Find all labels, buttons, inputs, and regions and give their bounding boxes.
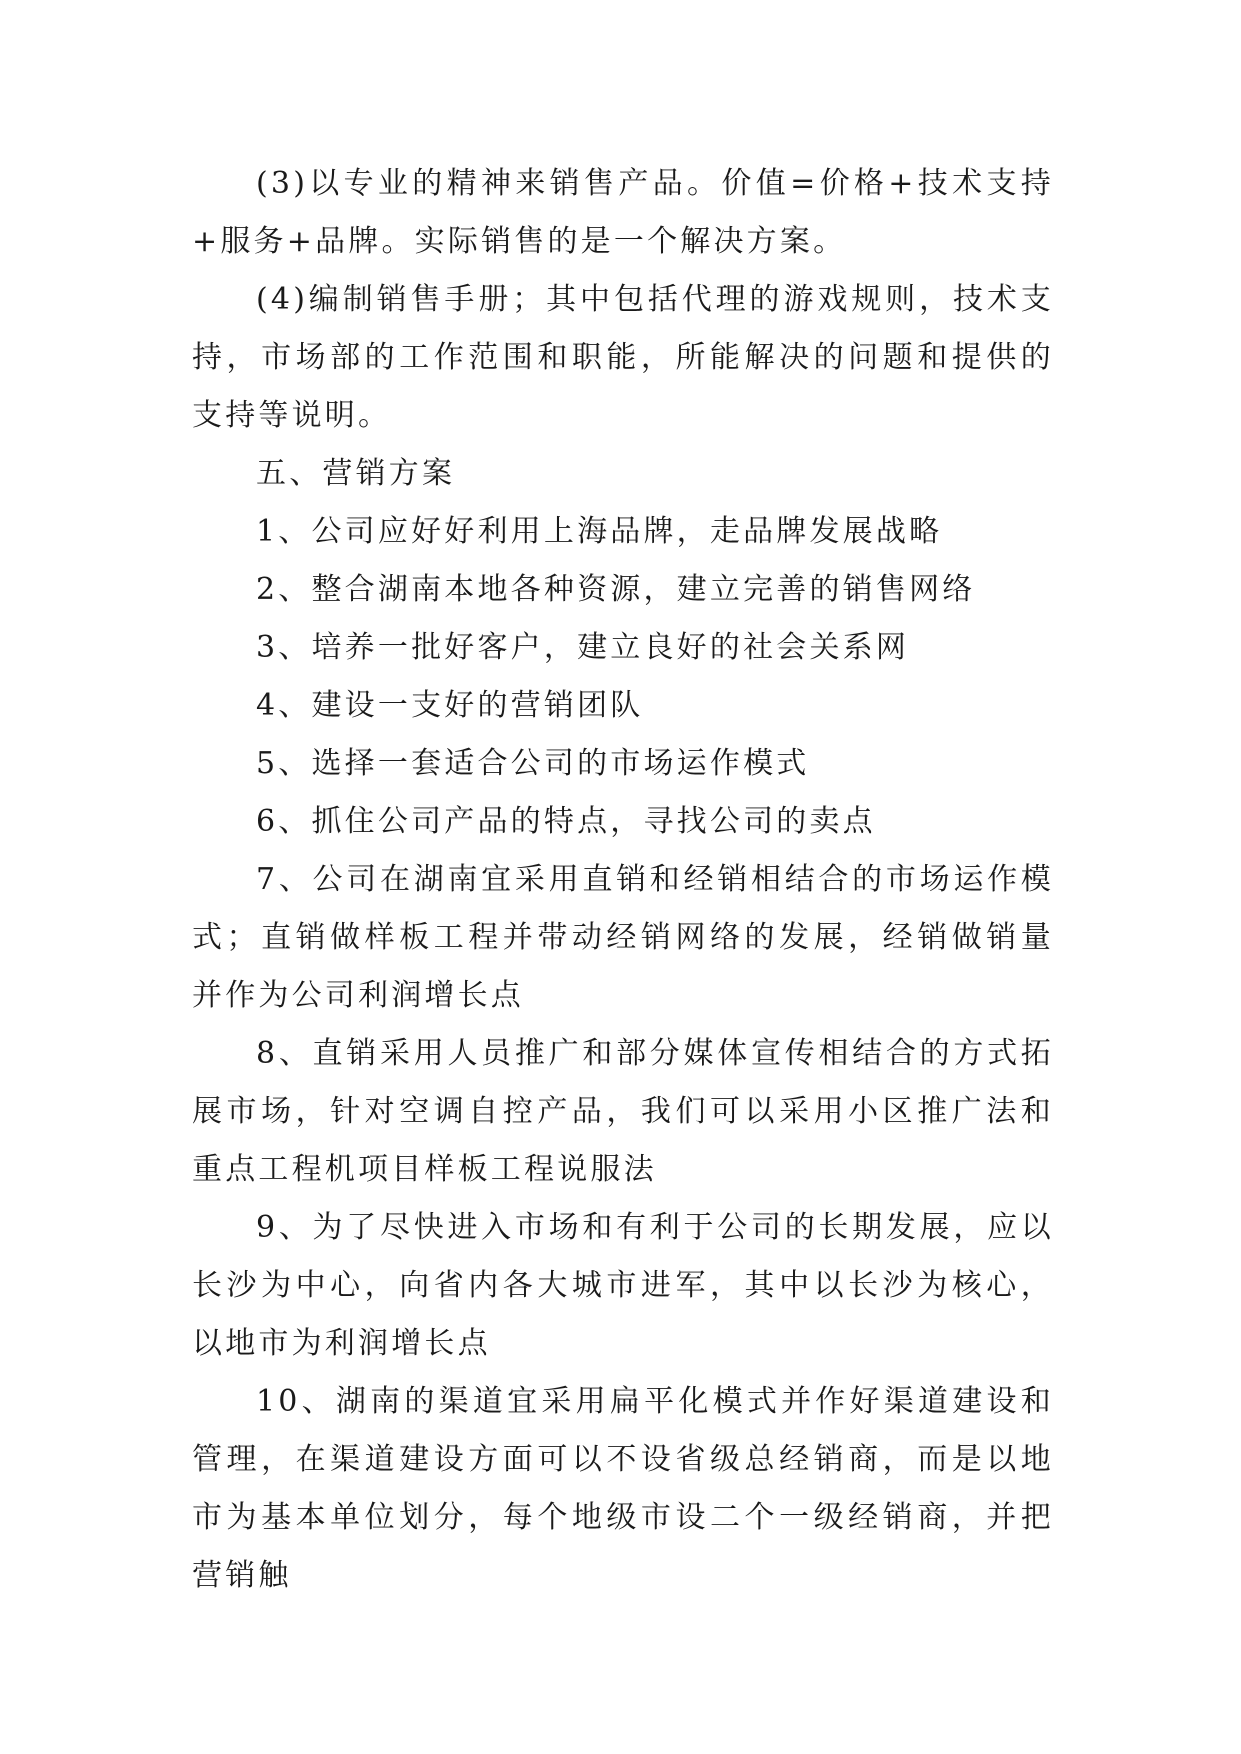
document-body <box>192 155 1054 1605</box>
list-item-6: 6、抓住公司产品的特点，寻找公司的卖点 <box>256 804 876 839</box>
list-item-10: 10、湖南的渠道宜采用扁平化模式并作好渠道建设和管理，在渠道建设方面可以不设省级总经销商，而是以地市为基本单位划分，每个地级市设二个一级经销商，并把营销触 <box>192 1384 1054 1593</box>
list-item-2: 2、整合湖南本地各种资源，建立完善的销售网络 <box>256 572 976 607</box>
section-heading-marketing-plan: 五、营销方案 <box>256 456 456 491</box>
paragraph-sales-professionalism: (3)以专业的精神来销售产品。价值=价格+技术支持+服务+品牌。实际销售的是一个解决方案。 <box>192 166 1054 259</box>
list-item-8: 8、直销采用人员推广和部分媒体宣传相结合的方式拓展市场，针对空调自控产品，我们可以采用小区推广法和重点工程机项目样板工程说服法 <box>192 1036 1054 1187</box>
list-item-1: 1、公司应好好利用上海品牌，走品牌发展战略 <box>256 514 943 549</box>
paragraph-sales-manual: (4)编制销售手册；其中包括代理的游戏规则，技术支持，市场部的工作范围和职能，所能解决的问题和提供的支持等说明。 <box>192 282 1054 433</box>
list-item-5: 5、选择一套适合公司的市场运作模式 <box>256 746 810 781</box>
list-item-3: 3、培养一批好客户，建立良好的社会关系网 <box>256 630 910 665</box>
list-item-9: 9、为了尽快进入市场和有利于公司的长期发展，应以长沙为中心，向省内各大城市进军，其中以长沙为核心，以地市为利润增长点 <box>192 1210 1054 1361</box>
list-item-7: 7、公司在湖南宜采用直销和经销相结合的市场运作模式；直销做样板工程并带动经销网络的发展，经销做销量并作为公司利润增长点 <box>192 862 1054 1013</box>
list-item-4: 4、建设一支好的营销团队 <box>256 688 644 723</box>
